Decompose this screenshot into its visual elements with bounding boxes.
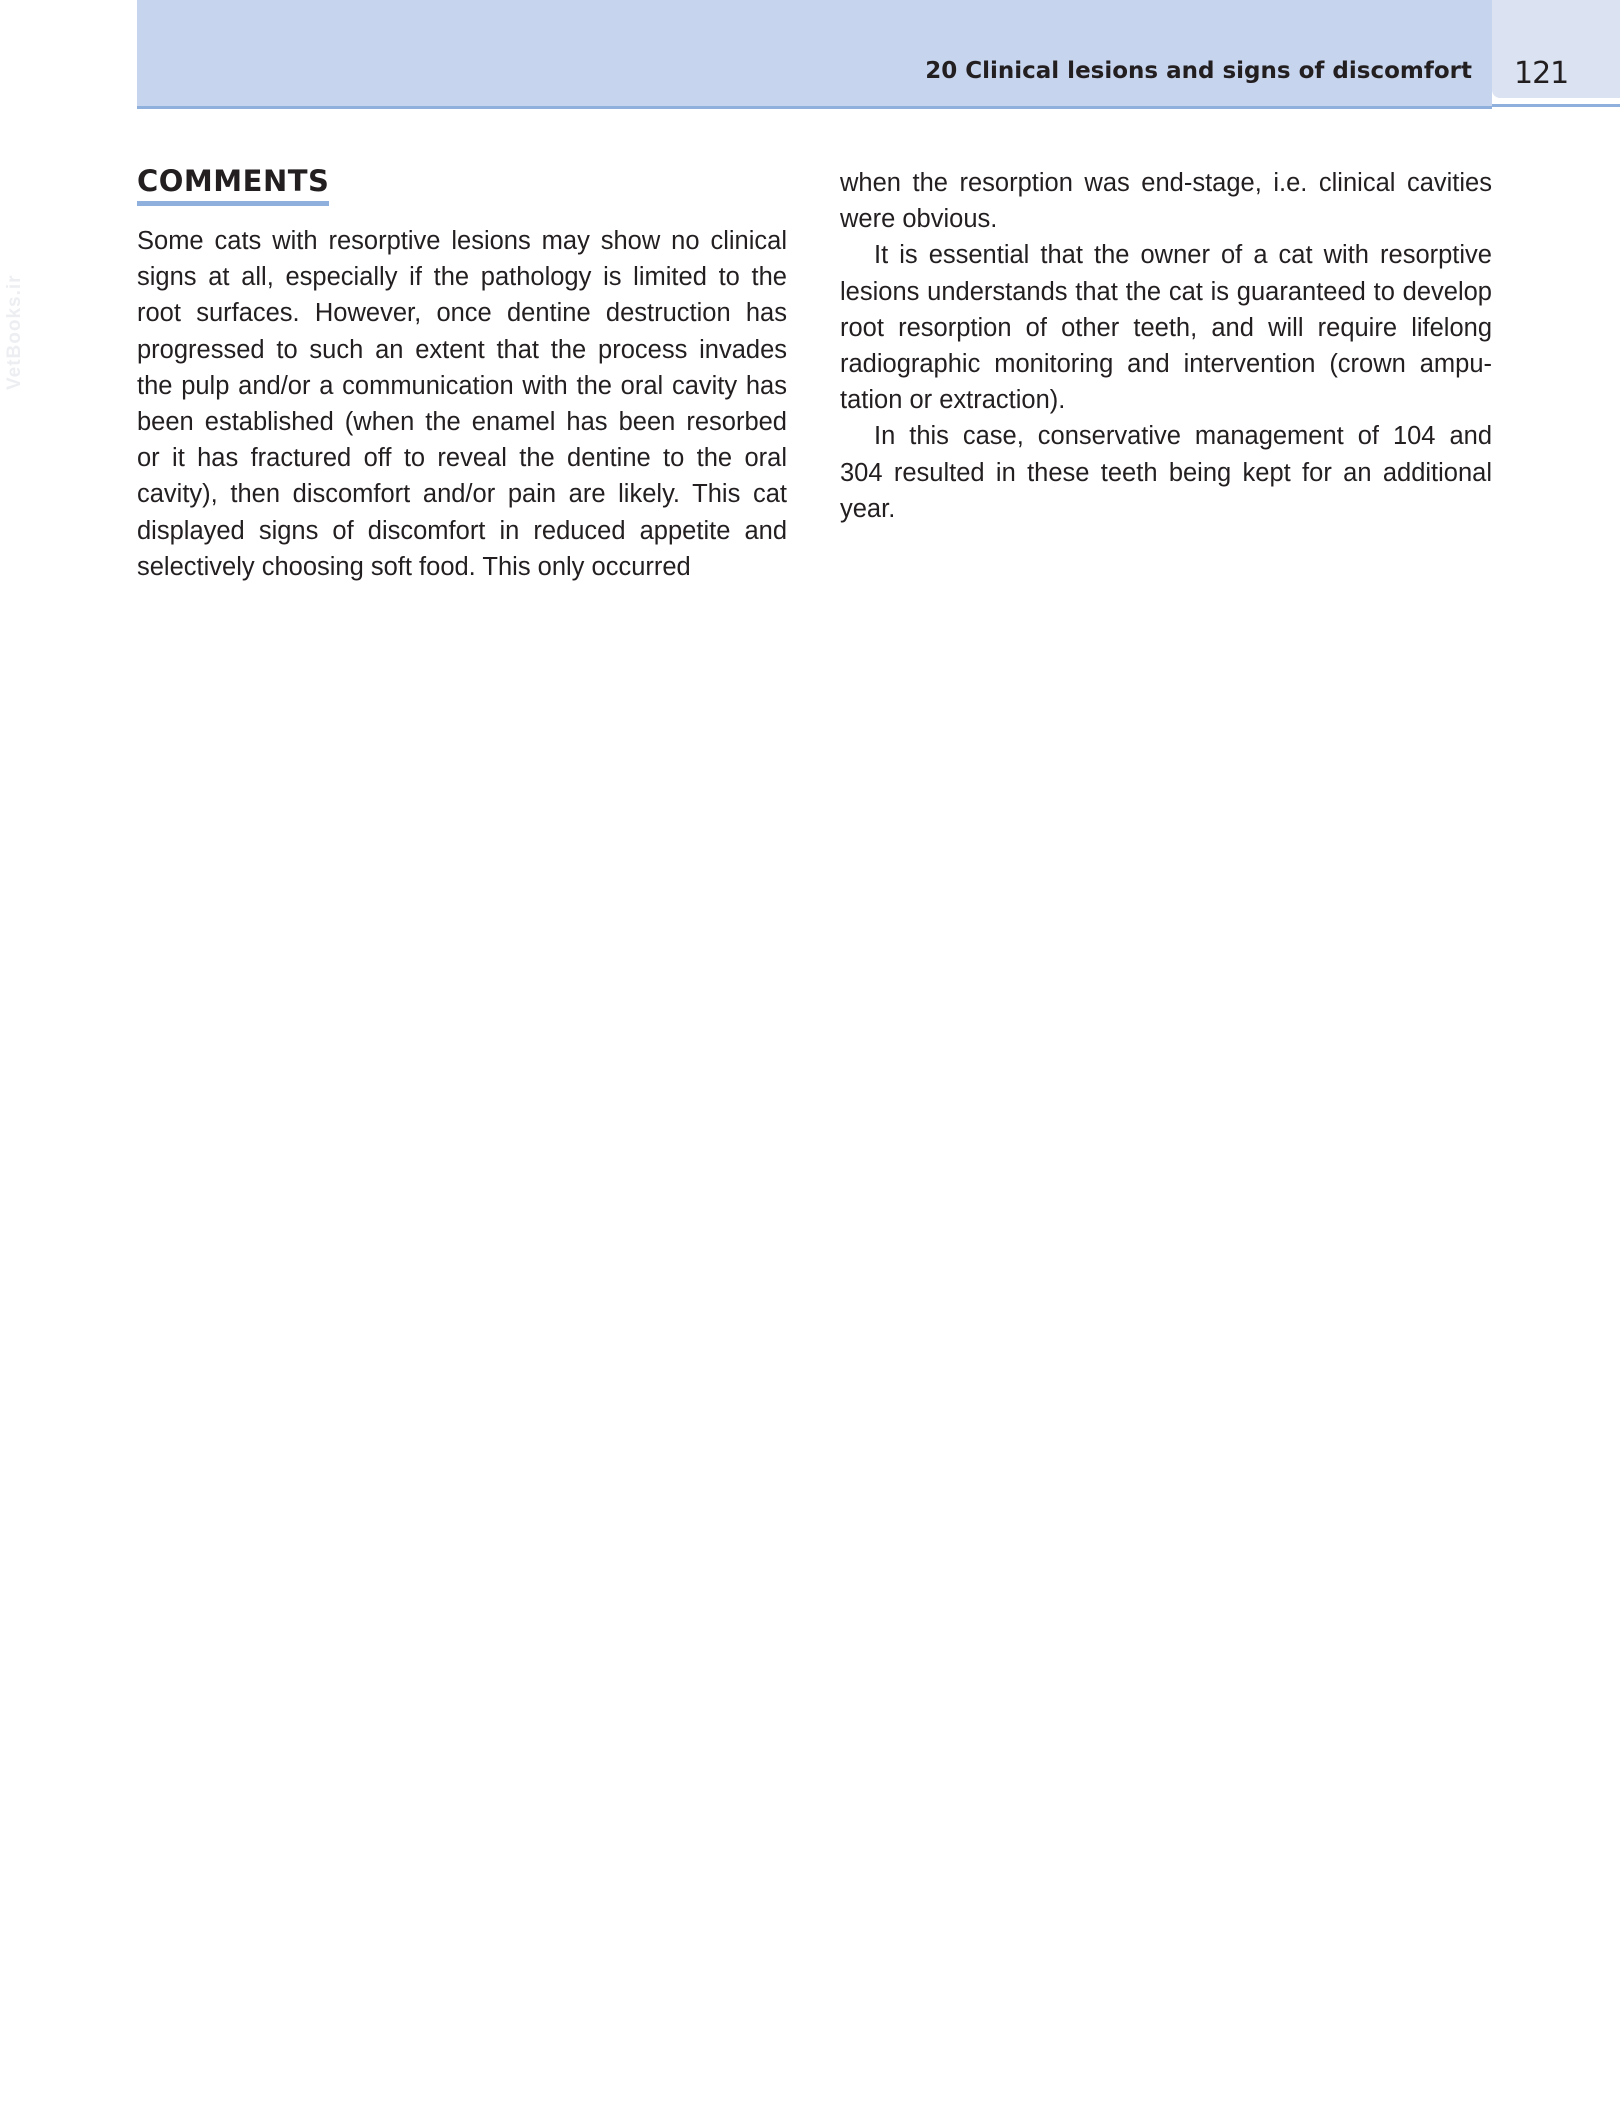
comments-paragraph-continued: when the resorption was end-stage, i.e. clinical cavities were obvious. bbox=[840, 169, 1492, 234]
watermark: VetBooks.ir bbox=[4, 274, 25, 390]
page-tab-underline bbox=[1492, 104, 1620, 107]
comments-paragraph-1: Some cats with resorptive lesions may show no clinical signs at all, especially if the pathology is limited to the root surfaces. However, once dentine destruction has progressed to such an extent that the process invades the pulp and/or a communication with the oral cavity has been established (when the enamel has been resorbed or it has fractured off to reveal the dentine to the oral cavity), then discomfort and/or pain are likely. This cat displayed signs of discomfort in reduced appetite and selectively choosing soft food. This only occurred bbox=[137, 227, 787, 581]
comments-paragraph-3: In this case, conservative management of 104 and 304 resulted in these teeth being kept for an additional year. bbox=[840, 422, 1492, 523]
right-column bbox=[840, 165, 1492, 527]
page-number: 121 bbox=[1514, 56, 1569, 91]
running-header bbox=[137, 0, 1492, 109]
section-heading-comments: COMMENTS bbox=[137, 164, 329, 206]
left-column bbox=[137, 164, 787, 585]
comments-paragraph-2: It is essential that the owner of a cat with resorptive lesions understands that the cat is guaranteed to develop root resorption of other teeth, and will require lifelong radiographic monitoring and intervention (crown amputation or extraction). bbox=[840, 241, 1492, 415]
chapter-title: 20 Clinical lesions and signs of discomfort bbox=[925, 58, 1472, 84]
